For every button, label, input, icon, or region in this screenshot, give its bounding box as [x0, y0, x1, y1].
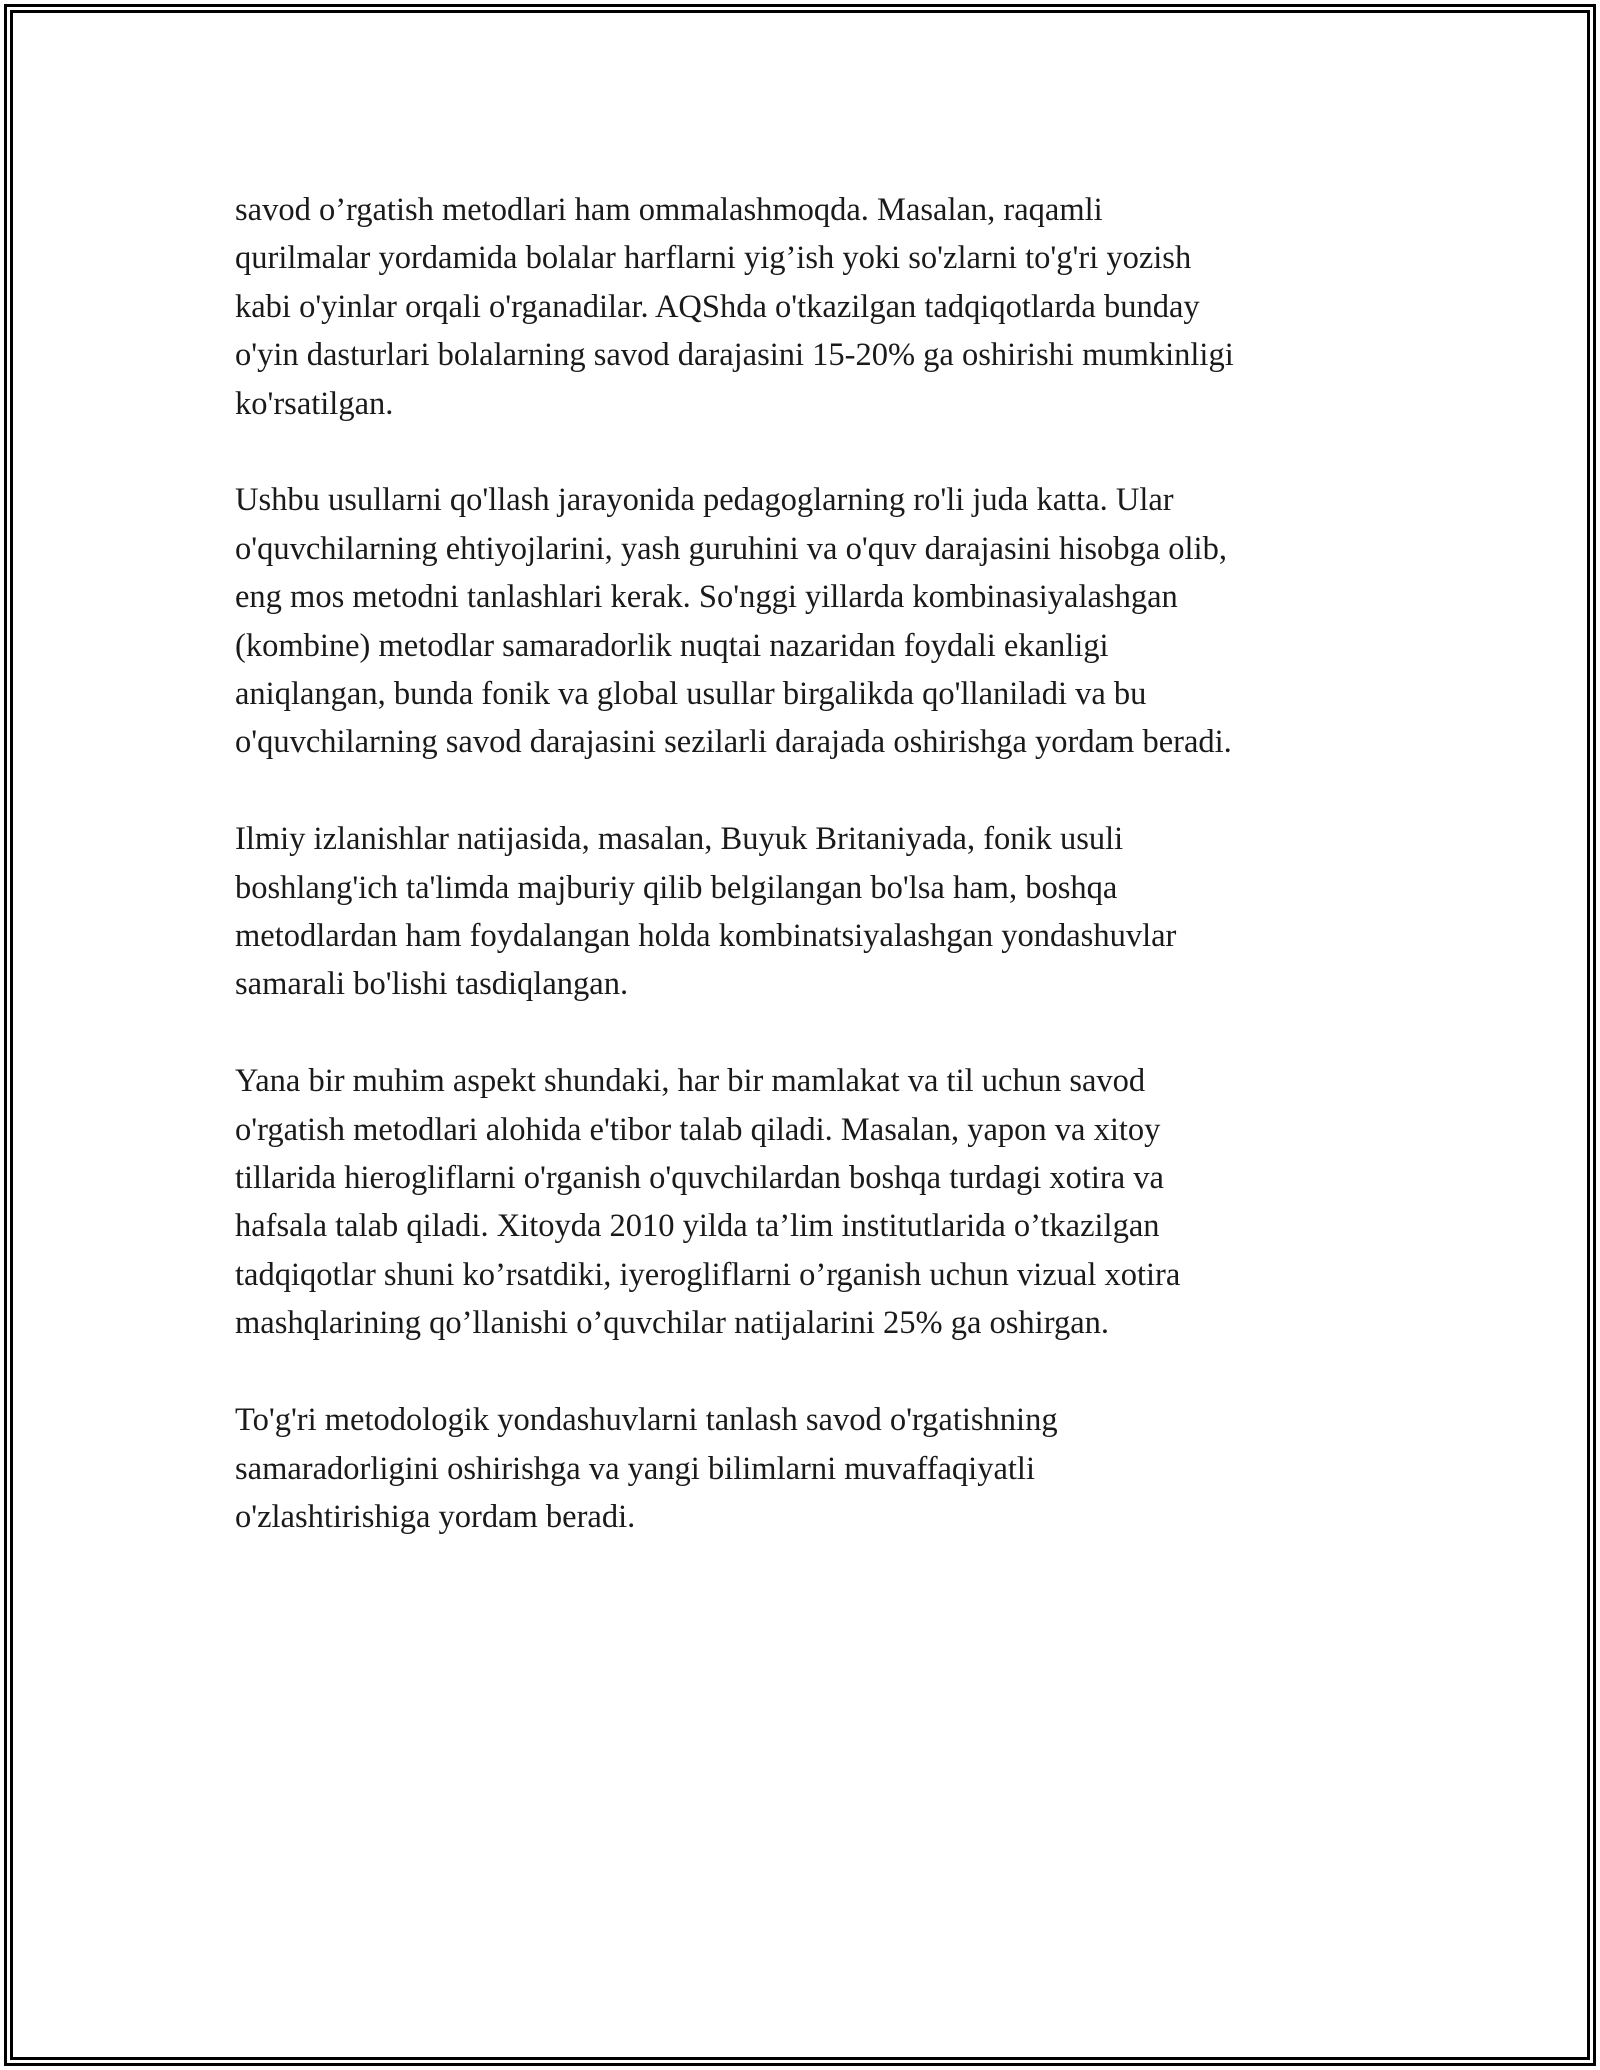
text-line: ko'rsatilgan. [235, 385, 394, 422]
text-line: o'quvchilarning savod darajasini sezilarli darajada oshirishga yordam beradi. [235, 724, 1232, 761]
text-line: samarali bo'lishi tasdiqlangan. [235, 966, 629, 1003]
document-body [235, 186, 1385, 1590]
text-line: tillarida hierogliflarni o'rganish o'quvchilardan boshqa turdagi xotira va [235, 1160, 1164, 1197]
text-line: metodlardan ham foydalangan holda kombinatsiyalashgan yondashuvlar [235, 918, 1177, 955]
text-line: savod o’rgatish metodlari ham ommalashmoqda. Masalan, raqamli [235, 192, 1103, 228]
text-line: Ilmiy izlanishlar natijasida, masalan, Buyuk Britaniyada, fonik usuli [235, 821, 1124, 858]
text-line: tadqiqotlar shuni ko’rsatdiki, iyerogliflarni o’rganish uchun vizual xotira [235, 1256, 1181, 1293]
text-line: Ushbu usullarni qo'llash jarayonida pedagoglarning ro'li juda katta. Ular [235, 482, 1174, 519]
paragraph-5 [235, 1396, 1385, 1541]
text-line: aniqlangan, bunda fonik va global usullar birgalikda qo'llaniladi va bu [235, 676, 1147, 713]
text-line: (kombine) metodlar samaradorlik nuqtai nazaridan foydali ekanligi [235, 627, 1109, 664]
text-line: kabi o'yinlar orqali o'rganadilar. AQShda o'tkazilgan tadqiqotlarda bunday [235, 288, 1200, 325]
text-line: o'yin dasturlari bolalarning savod darajasini 15-20% ga oshirishi mumkinligi [235, 337, 1234, 374]
paragraph-4 [235, 1057, 1385, 1347]
paragraph-3 [235, 815, 1385, 1009]
text-line: samaradorligini oshirishga va yangi bilimlarni muvaffaqiyatli [235, 1450, 1035, 1487]
text-line: o'zlashtirishiga yordam beradi. [235, 1498, 636, 1535]
paragraph-1 [235, 186, 1385, 428]
text-line: eng mos metodni tanlashlari kerak. So'nggi yillarda kombinasiyalashgan [235, 579, 1178, 616]
paragraph-2 [235, 476, 1385, 766]
text-line: qurilmalar yordamida bolalar harflarni yig’ish yoki so'zlarni to'g'ri yozish [235, 240, 1192, 277]
text-line: boshlang'ich ta'limda majburiy qilib belgilangan bo'lsa ham, boshqa [235, 869, 1118, 906]
text-line: mashqlarining qo’llanishi o’quvchilar natijalarini 25% ga oshirgan. [235, 1305, 1109, 1342]
text-line: To'g'ri metodologik yondashuvlarni tanlash savod o'rgatishning [235, 1402, 1058, 1439]
text-line: hafsala talab qiladi. Xitoyda 2010 yilda ta’lim institutlarida o’tkazilgan [235, 1208, 1160, 1245]
text-line: Yana bir muhim aspekt shundaki, har bir mamlakat va til uchun savod [235, 1063, 1146, 1100]
text-line: o'quvchilarning ehtiyojlarini, yash guruhini va o'quv darajasini hisobga olib, [235, 530, 1227, 567]
text-line: o'rgatish metodlari alohida e'tibor talab qiladi. Masalan, yapon va xitoy [235, 1111, 1161, 1148]
